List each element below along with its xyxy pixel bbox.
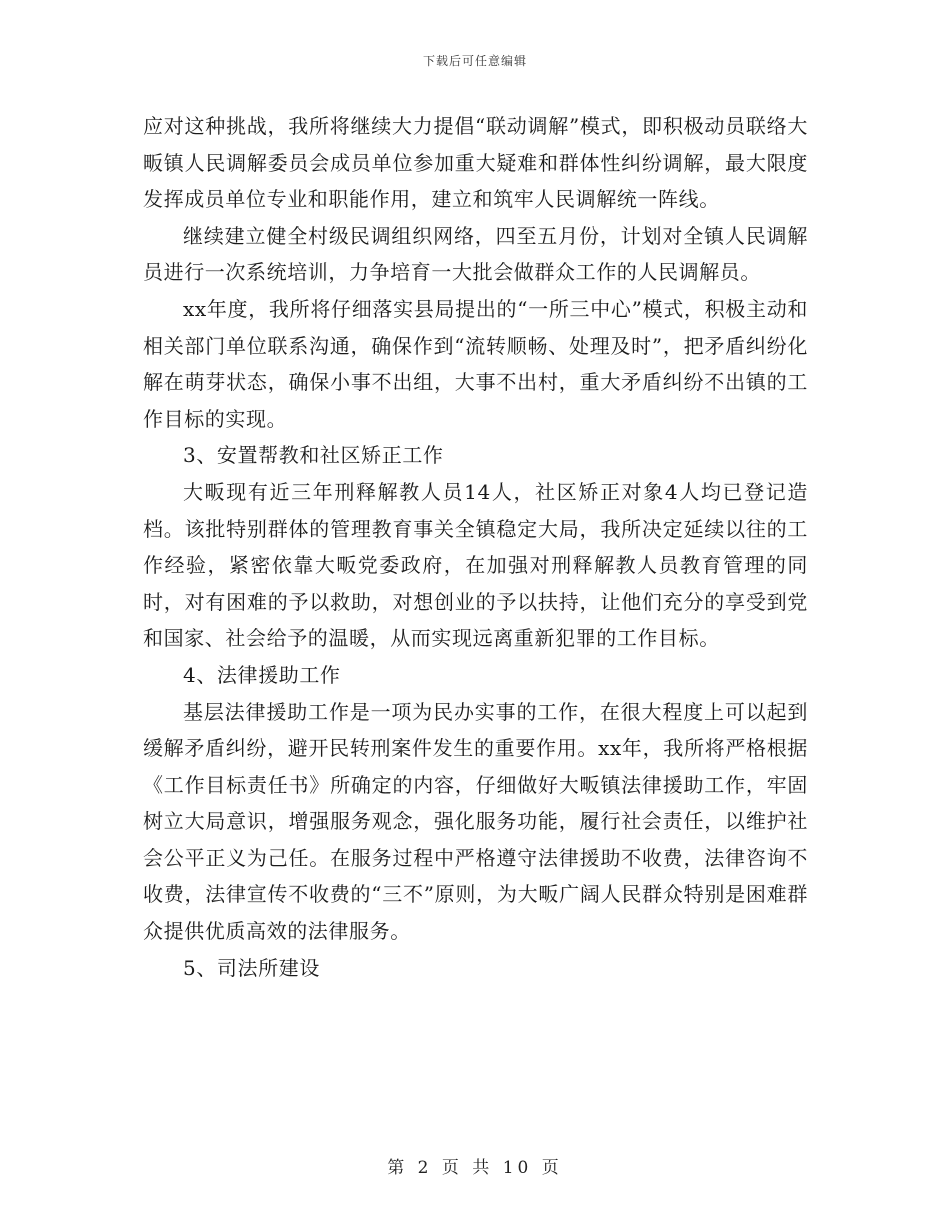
section-heading-3: 3、安置帮教和社区矫正工作 bbox=[183, 443, 444, 468]
paragraph-continued: 应对这种挑战，我所将继续大力提倡“联动调解”模式，即积极动员联络大畈镇人民调解委员会成员单位参加重大疑难和群体性纠纷调解，最大限度发挥成员单位专业和职能作用，建立和筑牢人民调解统一阵线。 bbox=[143, 114, 808, 212]
paragraph-community-correction: 大畈现有近三年刑释解教人员14人，社区矫正对象4人均已登记造档。该批特别群体的管理教育事关全镇稳定大局，我所决定延续以往的工作经验，紧密依靠大畈党委政府，在加强对刑释解教人员教育管理的同时，对有困难的予以救助，对想创业的予以扶持，让他们充分的享受到党和国家、社会给予的温暖，从而实现远离重新犯罪的工作目标。 bbox=[143, 479, 808, 651]
page-header: 下载后可任意编辑 bbox=[422, 54, 527, 68]
section-heading-5: 5、司法所建设 bbox=[183, 955, 320, 980]
document-body bbox=[143, 108, 808, 986]
paragraph-mediator-training: 继续建立健全村级民调组织网络，四至五月份，计划对全镇人民调解员进行一次系统培训，力争培育一大批会做群众工作的人民调解员。 bbox=[143, 223, 808, 285]
section-heading-4: 4、法律援助工作 bbox=[183, 662, 341, 687]
paragraph-legal-aid: 基层法律援助工作是一项为民办实事的工作，在很大程度上可以起到缓解矛盾纠纷，避开民转刑案件发生的重要作用。xx年，我所将严格根据《工作目标责任书》所确定的内容，仔细做好大畈镇法律援助工作，牢固树立大局意识，增强服务观念，强化服务功能，履行社会责任，以维护社会公平正义为己任。在服务过程中严格遵守法律援助不收费，法律咨询不收费，法律宣传不收费的“三不”原则，为大畈广阔人民群众特别是困难群众提供优质高效的法律服务。 bbox=[143, 699, 808, 944]
paragraph-one-office-three-centers: xx年度，我所将仔细落实县局提出的“一所三中心”模式，积极主动和相关部门单位联系沟通，确保作到“流转顺畅、处理及时”，把矛盾纠纷化解在萌芽状态，确保小事不出组，大事不出村，重大矛盾纠纷不出镇的工作目标的实现。 bbox=[143, 296, 808, 431]
page-footer: 第 2 页 共 10 页 bbox=[387, 1158, 563, 1178]
